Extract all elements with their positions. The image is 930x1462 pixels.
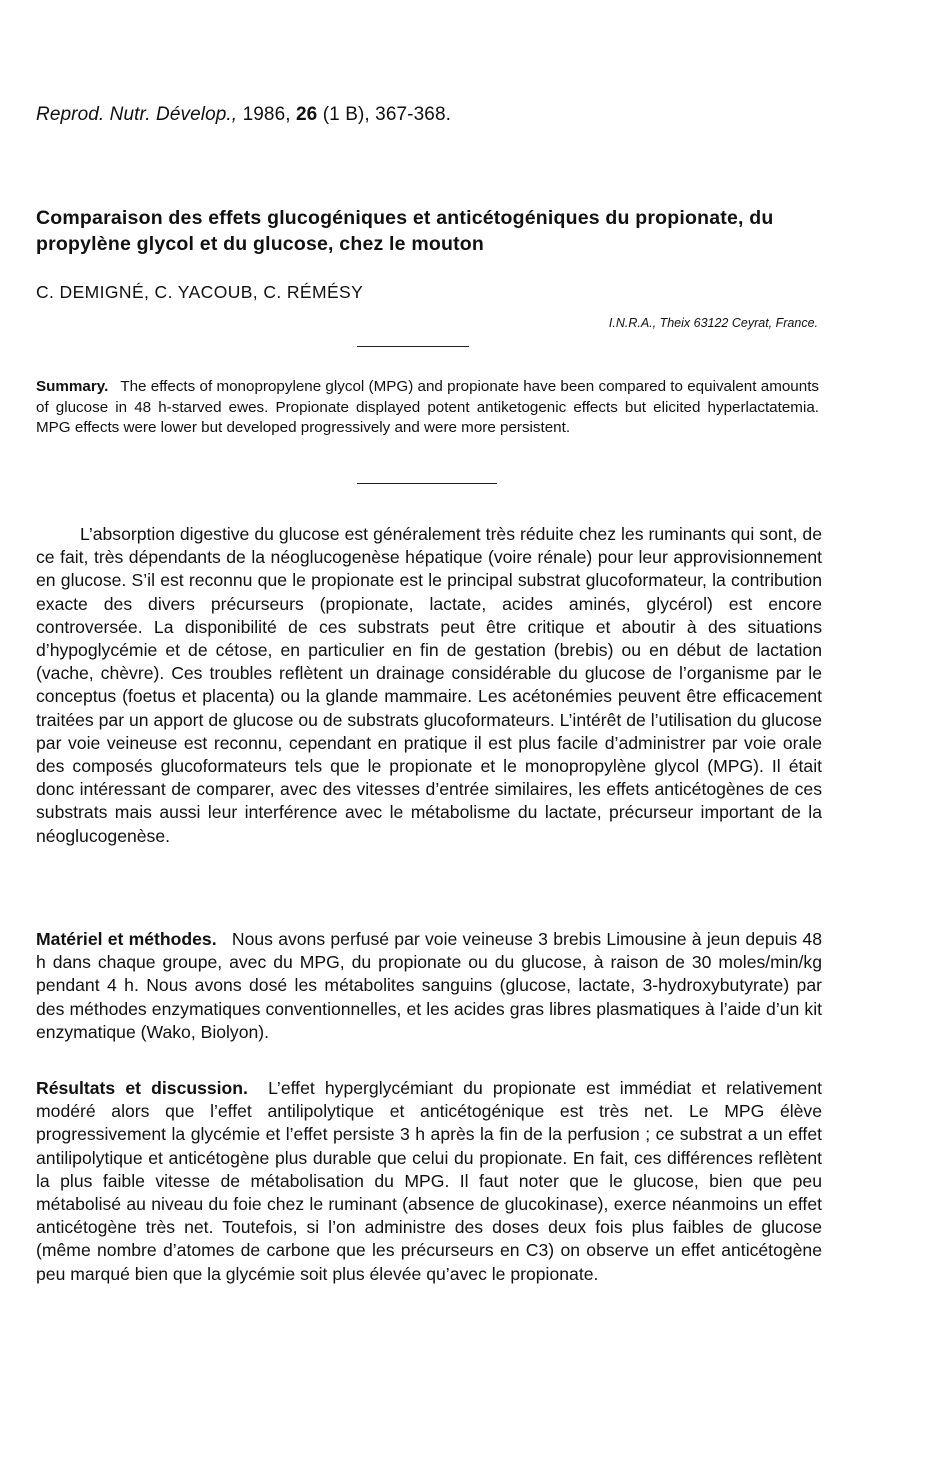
separator-rule [357, 346, 469, 347]
author-list: C. DEMIGNÉ, C. YACOUB, C. RÉMÉSY [36, 282, 364, 302]
separator-rule [357, 483, 497, 484]
issue-pages: (1 B), 367-368. [322, 104, 451, 125]
volume-number: 26 [296, 104, 318, 125]
summary-block [36, 377, 819, 439]
results-paragraph [36, 1077, 822, 1286]
article-title: Comparaison des effets glucogéniques et anticétogéniques du propionate, du propylène glycol et du glucose, chez le mouton [36, 207, 774, 255]
methods-heading: Matériel et méthodes. [36, 929, 217, 949]
journal-citation [36, 104, 451, 126]
publication-year: 1986, [242, 104, 291, 125]
summary-label: Summary. [36, 378, 109, 395]
intro-paragraph: L’absorption digestive du glucose est généralement très réduite chez les ruminants qui sont, de ce fait, très dépendants de la néoglucogenèse hépatique (voire rénale) pour leur approvisionnement en glucose. S’il est reconnu que le propionate est le principal substrat glucoformateur, la contribution exacte des divers précurseurs (propionate, lactate, acides aminés, glycérol) est encore controversée. La disponibilité de ces substrats peut être critique et aboutir à des situations d’hypoglycémie et de cétose, en particulier en fin de gestation (brebis) ou en début de lactation (vache, chèvre). Ces troubles reflètent un drainage considérable du glucose de l’organisme par le conceptus (foetus et placenta) ou la glande mammaire. Les acétonémies peuvent être efficacement traitées par un apport de glucose ou de substrats glucoformateurs. L’intérêt de l’utilisation du glucose par voie veineuse est reconnu, cependant en pratique il est plus facile d’administrer par voie orale des composés glucoformateurs tels que le propionate et le monopropylène glycol (MPG). Il était donc intéressant de comparer, avec des vitesses d’entrée similaires, les effets anticétogènes de ces substrats mais aussi leur interférence avec le métabolisme du lactate, précurseur important de la néoglucogenèse. [36, 524, 822, 846]
methods-text: Nous avons perfusé par voie veineuse 3 brebis Limousine à jeun depuis 48 h dans chaque groupe, avec du MPG, du propionate ou du glucose, à raison de 30 moles/min/kg pendant 4 h. Nous avons dosé les métabolites sanguins (glucose, lactate, 3-hydroxybutyrate) par des méthodes enzymatiques conventionnelles, et les acides gras libres plasmatiques à l’aide d’un kit enzymatique (Wako, Biolyon). [36, 929, 823, 1042]
methods-paragraph [36, 928, 822, 1044]
results-text: L’effet hyperglycémiant du propionate est immédiat et relativement modéré alors que l’effet antilipolytique et anticétogénique est très net. Le MPG élève progressivement la glycémie et l’effet persiste 3 h après la fin de la perfusion ; ce substrat a un effet antilipolytique et anticétogène plus durable que celui du propionate. En fait, ces différences reflètent la plus faible vitesse de métabolisation du MPG. Il faut noter que le glucose, bien que peu métabolisé au niveau du foie chez le ruminant (absence de glucokinase), exerce néanmoins un effet anticétogène très net. Toutefois, si l’on administre des doses deux fois plus faibles de glucose (même nombre d’atomes de carbone que les précurseurs en C3) on observe un effet anticétogène peu marqué bien que la glycémie soit plus élevée qu’avec le propionate. [36, 1078, 822, 1284]
author-affiliation: I.N.R.A., Theix 63122 Ceyrat, France. [608, 316, 818, 330]
results-heading: Résultats et discussion. [36, 1078, 248, 1098]
summary-text: The effects of monopropylene glycol (MPG) and propionate have been compared to equivalent amounts of glucose in 48 h-starved ewes. Propionate displayed potent antiketogenic effects but elicited hyperlactatemia. MPG effects were lower but developed progressively and were more persistent. [36, 378, 820, 436]
journal-name: Reprod. Nutr. Dévelop., [36, 104, 238, 125]
